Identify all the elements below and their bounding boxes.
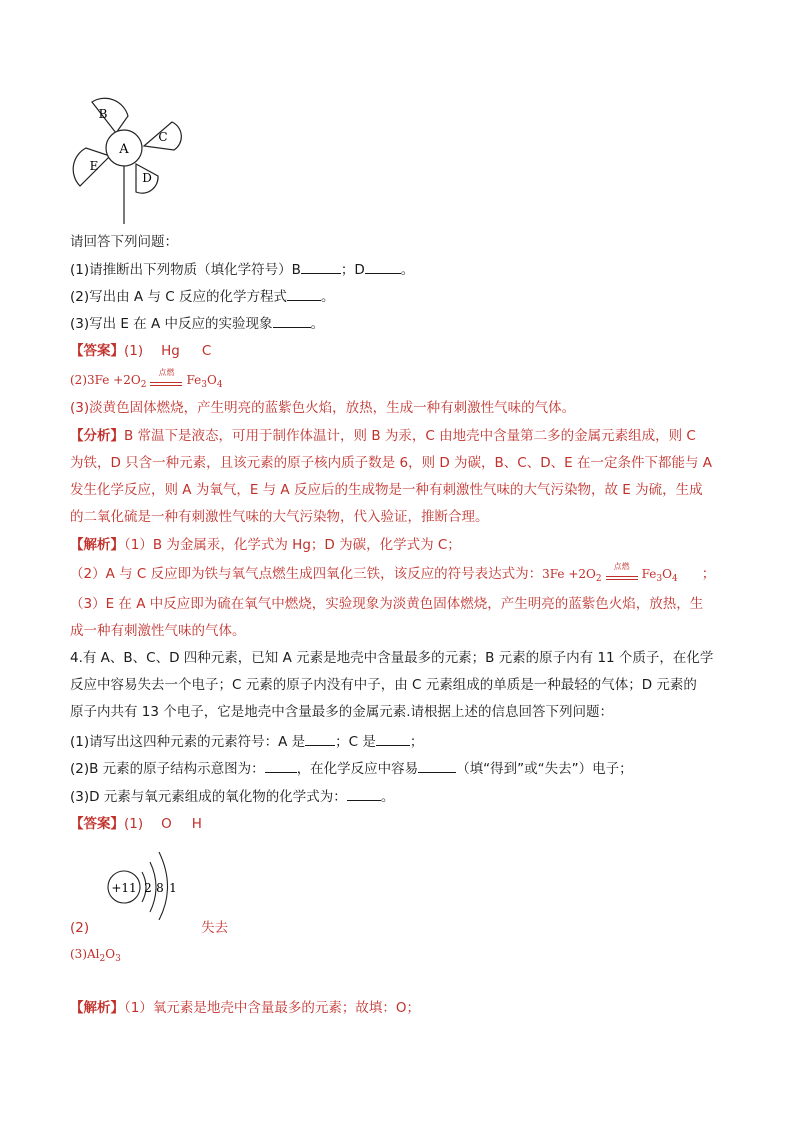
atom-nucleus-label: +11 [111, 881, 137, 895]
analysis-tag: 【分析】 [70, 428, 124, 444]
shell-3-count: 1 [169, 881, 177, 895]
analysis-line-2: 为铁，D 只含一种元素，且该元素的原子核内质子数是 6，则 D 为碳，B、C、D、E 在一定条件下都能与 A [70, 455, 712, 471]
explain4-tag: 【解析】 [70, 1000, 124, 1016]
explain-line-1: 【解析】（1）B 为金属汞，化学式为 Hg；D 为碳，化学式为 C； [70, 537, 461, 553]
answer-1: 【答案】(1) Hg C [70, 343, 212, 359]
reaction-arrow: 点燃 [149, 370, 183, 388]
answer-blank-b[interactable] [301, 259, 341, 274]
q4-sub-3: (3)D 元素与氧元素组成的氧化物的化学式为： 。 [70, 786, 394, 807]
label-b: B [98, 107, 108, 121]
answer-blank-oxide[interactable] [347, 786, 381, 801]
explain-line-3: （3）E 在 A 中反应即为硫在氧气中燃烧，实验现象为淡黄色固体燃烧，产生明亮的蓝紫色火焰，放热，生 [70, 596, 704, 612]
shell-2-count: 8 [156, 881, 164, 895]
answer-tag: 【答案】 [70, 343, 124, 359]
answer-blank-equation[interactable] [287, 286, 321, 301]
windmill-diagram [72, 96, 192, 226]
explain4-line-1: 【解析】（1）氧元素是地壳中含量最多的元素；故填：O； [70, 1000, 420, 1016]
answer-blank-a[interactable] [305, 731, 335, 746]
answer-4-3: $(3)Al_2O_3$ [70, 947, 121, 964]
q4-sub-1: (1)请写出这四种元素的元素符号：A 是 ；C 是 ； [70, 731, 423, 752]
q4-sub-2: (2)B 元素的原子结构示意图为： ，在化学反应中容易 （填“得到”或“失去”）电子； [70, 758, 633, 779]
analysis-line-1: 【分析】B 常温下是液态，可用于制作体温计，则 B 为汞，C 由地壳中含量第二多的金属元素组成，则 C [70, 428, 696, 444]
answer-2-equation: $(2)3Fe +2O_2$ 点燃 $Fe_3O_4$ [70, 368, 223, 390]
q4-line-3: 原子内共有 13 个电子，它是地壳中含量最多的金属元素.请根据上述的信息回答下列问题： [70, 704, 614, 720]
shell-1-count: 2 [144, 881, 152, 895]
question-3: (3)写出 E 在 A 中反应的实验现象 。 [70, 313, 324, 334]
q4-line-2: 反应中容易失去一个电子；C 元素的原子内没有中子，由 C 元素组成的单质是一种最轻的气体；D 元素的 [70, 677, 697, 693]
label-c: C [158, 130, 168, 144]
label-d: D [142, 171, 152, 185]
answer-blank-d[interactable] [365, 259, 401, 274]
question-2: (2)写出由 A 与 C 反应的化学方程式 。 [70, 286, 334, 307]
explain-line-4: 成一种有刺激性气味的气体。 [70, 623, 246, 639]
analysis-line-3: 发生化学反应，则 A 为氧气，E 与 A 反应后的生成物是一种有刺激性气味的大气污染物，故 E 为硫，生成 [70, 482, 703, 498]
label-a: A [119, 142, 129, 157]
analysis-line-4: 的二氧化硫是一种有刺激性气味的大气污染物，代入验证，推断合理。 [70, 509, 489, 525]
reaction-arrow-2: 点燃 [605, 564, 639, 582]
answer-4-2: (2) 失去 [70, 920, 229, 936]
answer-blank-c[interactable] [376, 731, 410, 746]
answer-4-1: 【答案】(1) O H [70, 816, 202, 832]
intro-text: 请回答下列问题： [70, 234, 178, 250]
answer-blank-gain-lose[interactable] [418, 758, 456, 773]
petal-b [92, 98, 128, 133]
answer-blank-phenomenon[interactable] [273, 313, 311, 328]
question-1: (1)请推断出下列物质（填化学符号）B ；D 。 [70, 259, 414, 280]
atom-structure-diagram [104, 840, 194, 920]
answer4-tag: 【答案】 [70, 816, 124, 832]
q4-line-1: 4.有 A、B、C、D 四种元素，已知 A 元素是地壳中含量最多的元素；B 元素的原子内有 11 个质子，在化学 [70, 650, 714, 666]
explain-line-2: （2）A 与 C 反应即为铁与氧气点燃生成四氧化三铁，该反应的符号表达式为：$3Fe +2O_2$ 点燃 $Fe_3O_4$ ； [70, 562, 716, 584]
answer-3: (3)淡黄色固体燃烧，产生明亮的蓝紫色火焰，放热，生成一种有刺激性气味的气体。 [70, 400, 576, 416]
explain-tag: 【解析】 [70, 537, 124, 553]
label-e: E [89, 159, 99, 173]
answer-blank-structure[interactable] [265, 758, 297, 773]
